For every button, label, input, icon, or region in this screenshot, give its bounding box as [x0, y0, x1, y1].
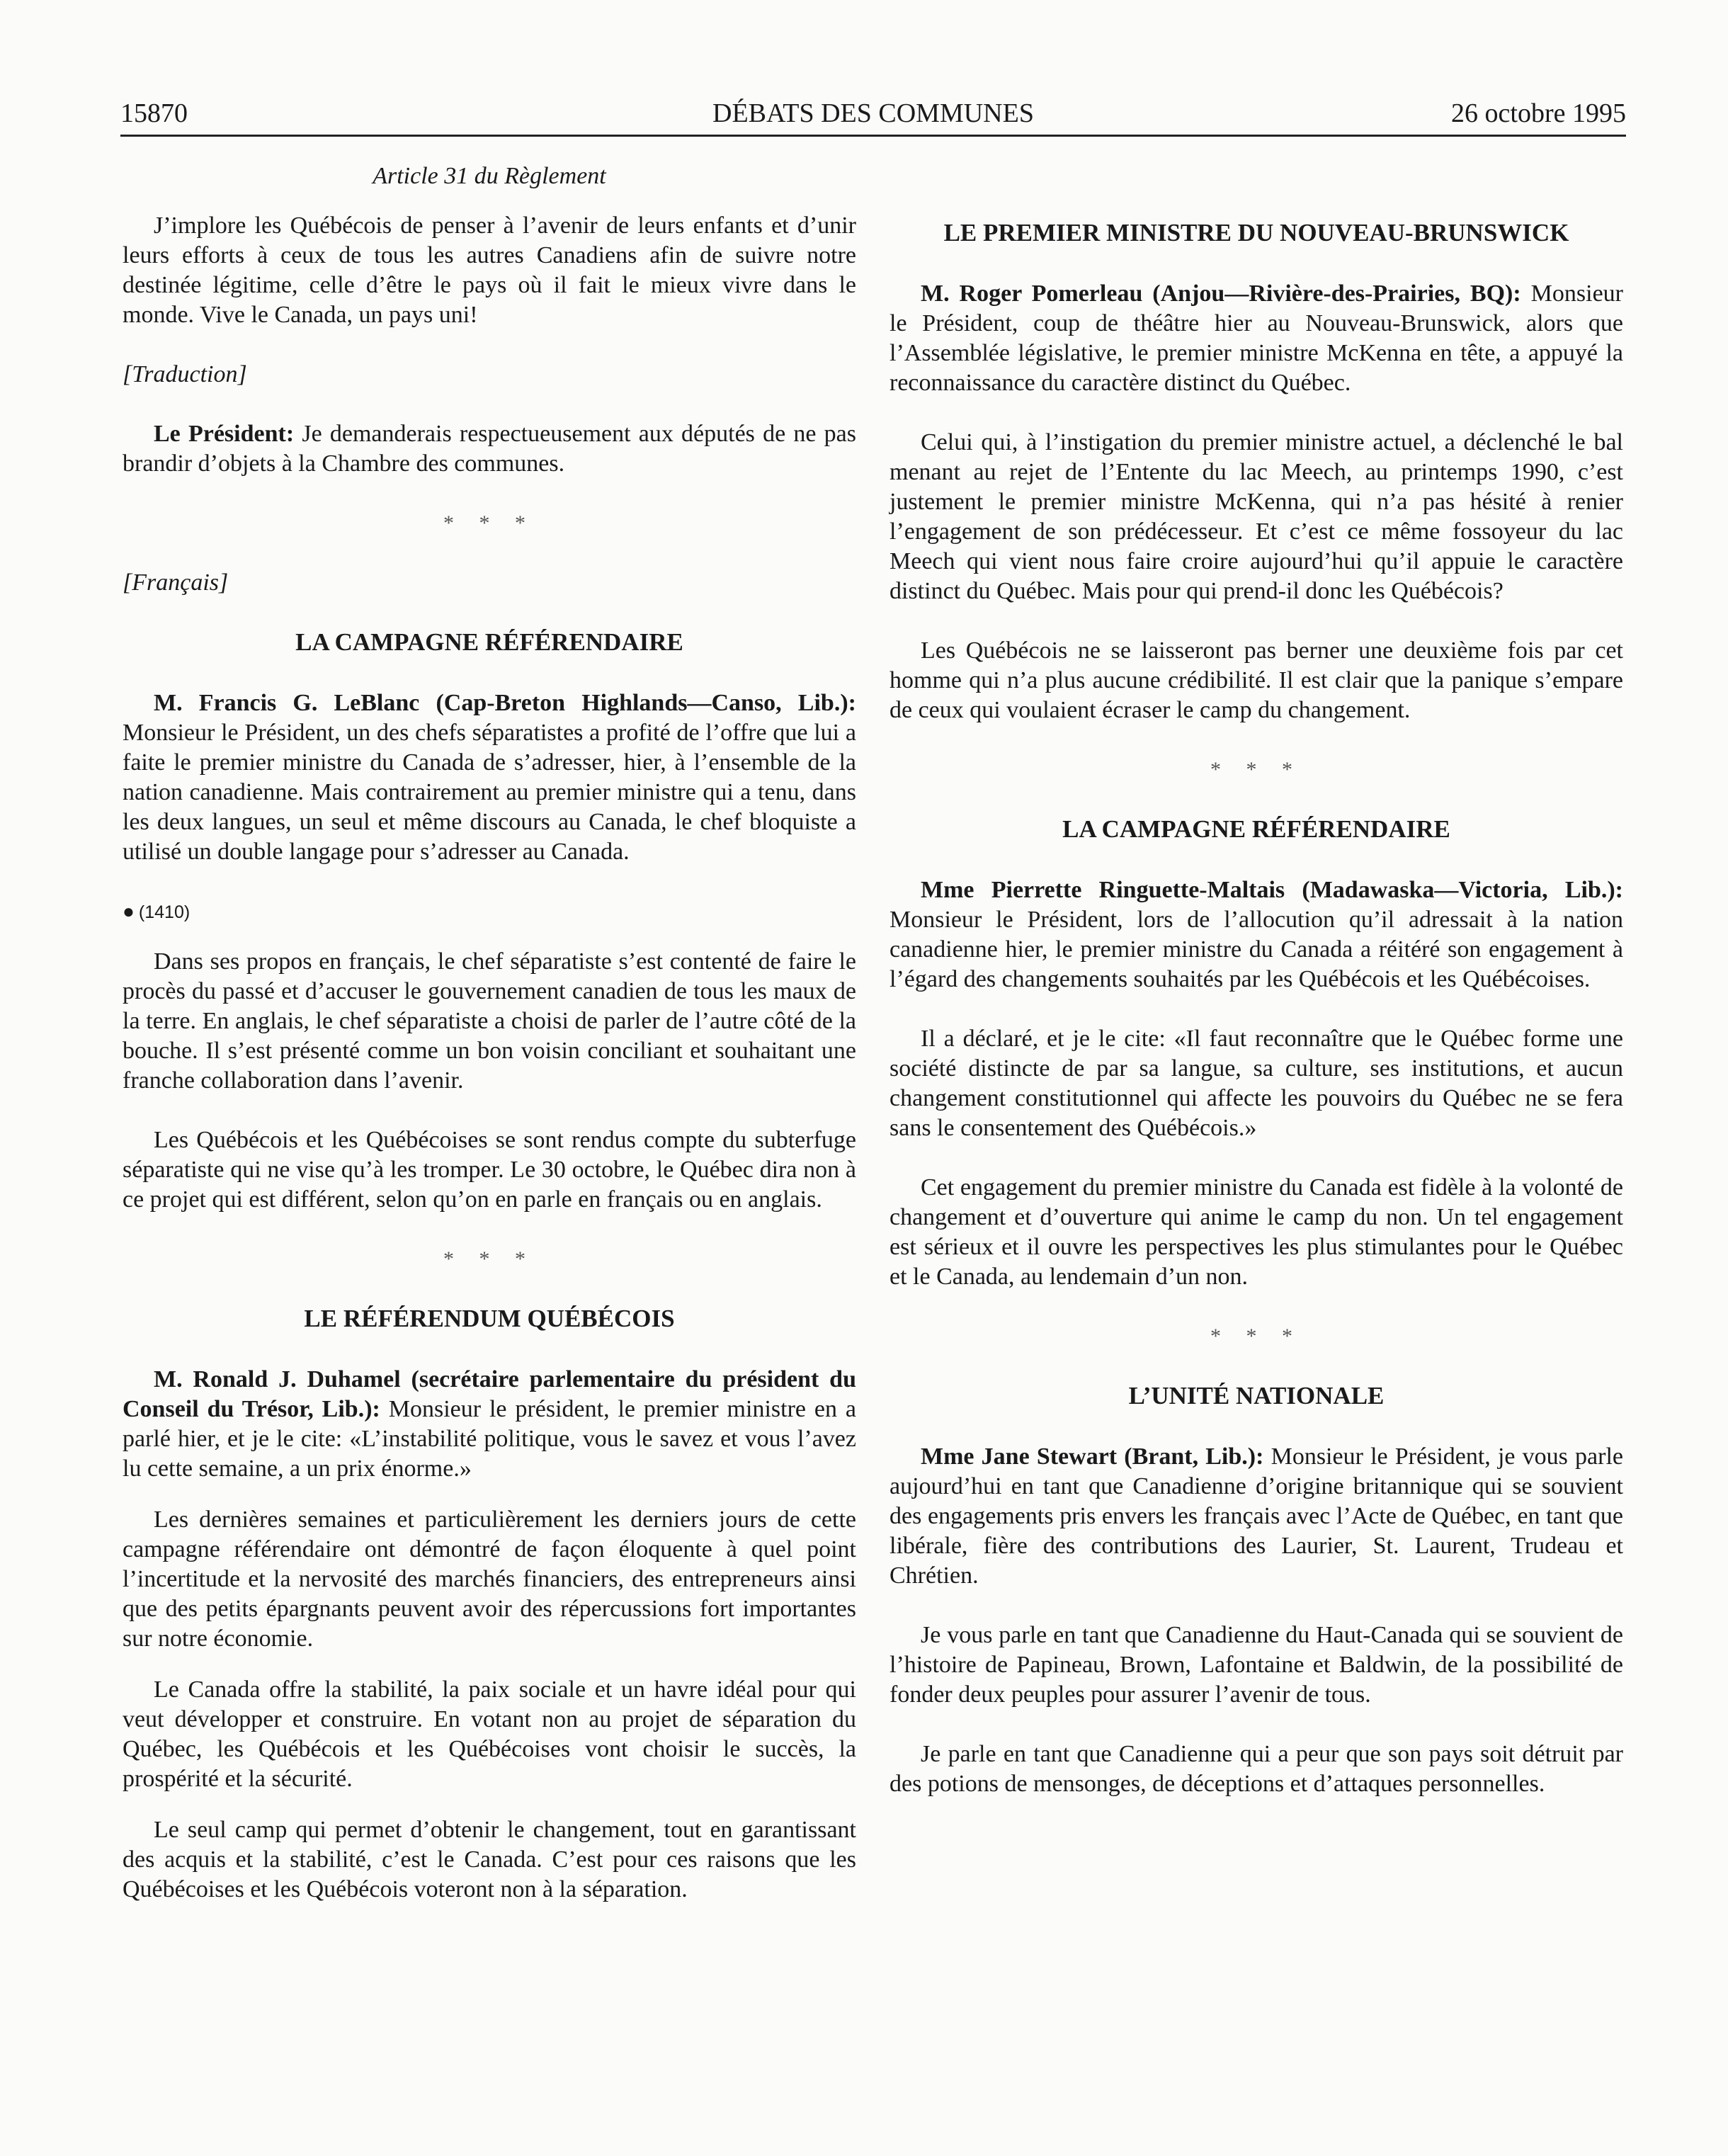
speaker-name: Mme Jane Stewart (Brant, Lib.): [921, 1443, 1264, 1470]
paragraph: Les Québécois et les Québécoises se sont rendus compte du subterfuge séparatiste qui ne vise qu’à les tromper. Le 30 octobre, le Québec dira non à ce projet qui est différent, selon qu’on en parle en français ou en anglais. [123, 1127, 856, 1213]
speech-text: Monsieur le Président, coup de théâtre hier au Nouveau-Brunswick, alors que l’Assemblée législative, le premier ministre McKenna en tête, a appuyé la reconnaissance du caractère distinct du Québec. [889, 280, 1623, 396]
paragraph: Je vous parle en tant que Canadienne du Haut-Canada qui se souvient de l’histoire de Papineau, Brown, Lafontaine et Baldwin, de la possibilité de fonder deux peuples pour assurer l’avenir de tous. [889, 1622, 1623, 1708]
section-heading: LA CAMPAGNE RÉFÉRENDAIRE [1062, 815, 1450, 843]
language-tag [123, 568, 856, 598]
paragraph: Cet engagement du premier ministre du Canada est fidèle à la volonté de changement et d’ouverture qui anime le camp du non. Un tel engagement est sérieux et il ouvre les perspectives les plus stimulantes pour le Québec et le Canada, au lendemain d’un non. [889, 1174, 1623, 1290]
speech-paragraph [889, 1442, 1623, 1591]
time-marker [123, 897, 856, 927]
paragraph: J’implore les Québécois de penser à l’avenir de leurs enfants et d’unir leurs efforts à ceux de tous les autres Canadiens afin de suivre notre destinée légitime, celle d’être le pays où il fait le mieux vivre dans le monde. Vive le Canada, un pays uni! [123, 212, 856, 328]
speech-paragraph [889, 279, 1623, 398]
speaker-name: M. Ronald J. Duhamel (secrétaire parlementaire du président du Conseil du Trésor, Lib.): [123, 1366, 856, 1422]
publication-title: DÉBATS DES COMMUNES [712, 98, 1034, 128]
paragraph: Les dernières semaines et particulièrement les derniers jours de cette campagne référendaire ont démontré de façon éloquente à quel point l’incertitude et la nervosité des marchés financiers, des entrepreneurs ainsi que des petits épargnants peuvent avoir des répercussions fort importantes sur notre économie. [123, 1507, 856, 1652]
paragraph: Je parle en tant que Canadienne qui a peur que son pays soit détruit par des potions de mensonges, de déceptions et d’attaques personnelles. [889, 1741, 1623, 1797]
bullet-icon: ● [123, 900, 135, 922]
paragraph: Le seul camp qui permet d’obtenir le changement, tout en garantissant des acquis et la stabilité, c’est le Canada. C’est pour ces raisons que les Québécoises et les Québécois voteront non à la séparation. [123, 1817, 856, 1902]
paragraph: Les Québécois ne se laisseront pas berner une deuxième fois par cet homme qui n’a plus aucune crédibilité. Il est clair que la panique s’empare de ceux qui voulaient écraser le camp du changement. [889, 637, 1623, 723]
speaker-name: M. Francis G. LeBlanc (Cap-Breton Highlands—Canso, Lib.): [154, 690, 856, 716]
speaker-name: Mme Pierrette Ringuette-Maltais (Madawaska—Victoria, Lib.): [921, 877, 1623, 903]
paragraph: Dans ses propos en français, le chef séparatiste s’est contenté de faire le procès du passé et d’accuser le gouvernement canadien de tous les maux de la terre. En anglais, le chef séparatiste a choisi de parler de l’autre côté de la bouche. Il s’est présenté comme un bon voisin conciliant et souhaitant une franche collaboration dans l’avenir. [123, 948, 856, 1094]
speaker-name: Le Président: [154, 421, 295, 447]
paragraph: Celui qui, à l’instigation du premier ministre actuel, a déclenché le bal menant au rejet de l’Entente du lac Meech, au printemps 1990, c’est justement le premier ministre McKenna, qui n’a pas hésité à renier l’engagement de son prédécesseur. Et c’est ce même fossoyeur du lac Meech qui vient nous faire croire aujourd’hui qu’il appuie le caractère distinct du Québec. Mais pour qui prend-il donc les Québécois? [889, 429, 1623, 604]
section-heading: LE PREMIER MINISTRE DU NOUVEAU-BRUNSWICK [943, 219, 1569, 246]
speech-text: Je demanderais respectueusement aux députés de ne pas brandir d’objets à la Chambre des communes. [123, 421, 856, 477]
speech-text: Monsieur le Président, lors de l’allocution qu’il adressait à la nation canadienne hier, le premier ministre du Canada a réitéré son engagement à l’égard des changements souhaités par les Québécois et les Québécoises. [889, 907, 1623, 992]
section-heading: LE RÉFÉRENDUM QUÉBÉCOIS [304, 1305, 675, 1332]
speech-text: Monsieur le Président, un des chefs séparatistes a profité de l’offre que lui a faite le premier ministre du Canada de s’adresser, hier, à l’ensemble de la nation canadienne. Mais contrairement au premier ministre qui a tenu, dans les deux langues, un seul et même discours au Canada, le chef bloquiste a utilisé un double langage pour s’adresser au Canada. [123, 720, 856, 865]
speech-paragraph [123, 688, 856, 867]
paragraph: Il a déclaré, et je le cite: «Il faut reconnaître que le Québec forme une société distincte de par sa langue, sa culture, ses institutions, et aucun changement constitutionnel qui affecte les pouvoirs du Québec ne se fera sans le consentement des Québécois.» [889, 1026, 1623, 1141]
time-marker-text: (1410) [138, 902, 191, 922]
section-separator: * * * [443, 511, 535, 535]
section-separator: * * * [1210, 1324, 1302, 1348]
page-header [120, 92, 1626, 137]
language-tag [123, 360, 856, 390]
language-tag-text: [Français] [123, 569, 229, 596]
speech-text: Monsieur le président, le premier ministre en a parlé hier, et je le cite: «L’instabilité politique, vous le savez et vous l’avez lu cette semaine, a un prix énorme.» [123, 1396, 856, 1482]
section-separator: * * * [443, 1247, 535, 1271]
page-number: 15870 [120, 98, 188, 128]
speech-paragraph [123, 419, 856, 479]
section-heading: L’UNITÉ NATIONALE [1128, 1382, 1385, 1409]
language-tag-text: [Traduction] [123, 361, 247, 387]
speaker-name: M. Roger Pomerleau (Anjou—Rivière-des-Prairies, BQ): [921, 280, 1521, 307]
section-separator: * * * [1210, 758, 1302, 781]
speech-text: Monsieur le Président, je vous parle aujourd’hui en tant que Canadienne d’origine britannique qui se souvient des engagements pris envers les français avec l’Acte de Québec, en tant que libérale, fière des contributions des Laurier, St. Laurent, Trudeau et Chrétien. [889, 1443, 1623, 1589]
speech-paragraph [123, 1365, 856, 1484]
left-column [123, 161, 856, 1934]
section-subtitle: Article 31 du Règlement [373, 163, 606, 189]
paragraph: Le Canada offre la stabilité, la paix sociale et un havre idéal pour qui veut développer et construire. En votant non au projet de séparation du Québec, les Québécois et les Québécoises vont choisir le succès, la prospérité et la sécurité. [123, 1676, 856, 1792]
section-heading: LA CAMPAGNE RÉFÉRENDAIRE [295, 628, 683, 656]
speech-paragraph [889, 875, 1623, 994]
page-date: 26 octobre 1995 [1451, 98, 1626, 128]
right-column [889, 161, 1623, 1829]
